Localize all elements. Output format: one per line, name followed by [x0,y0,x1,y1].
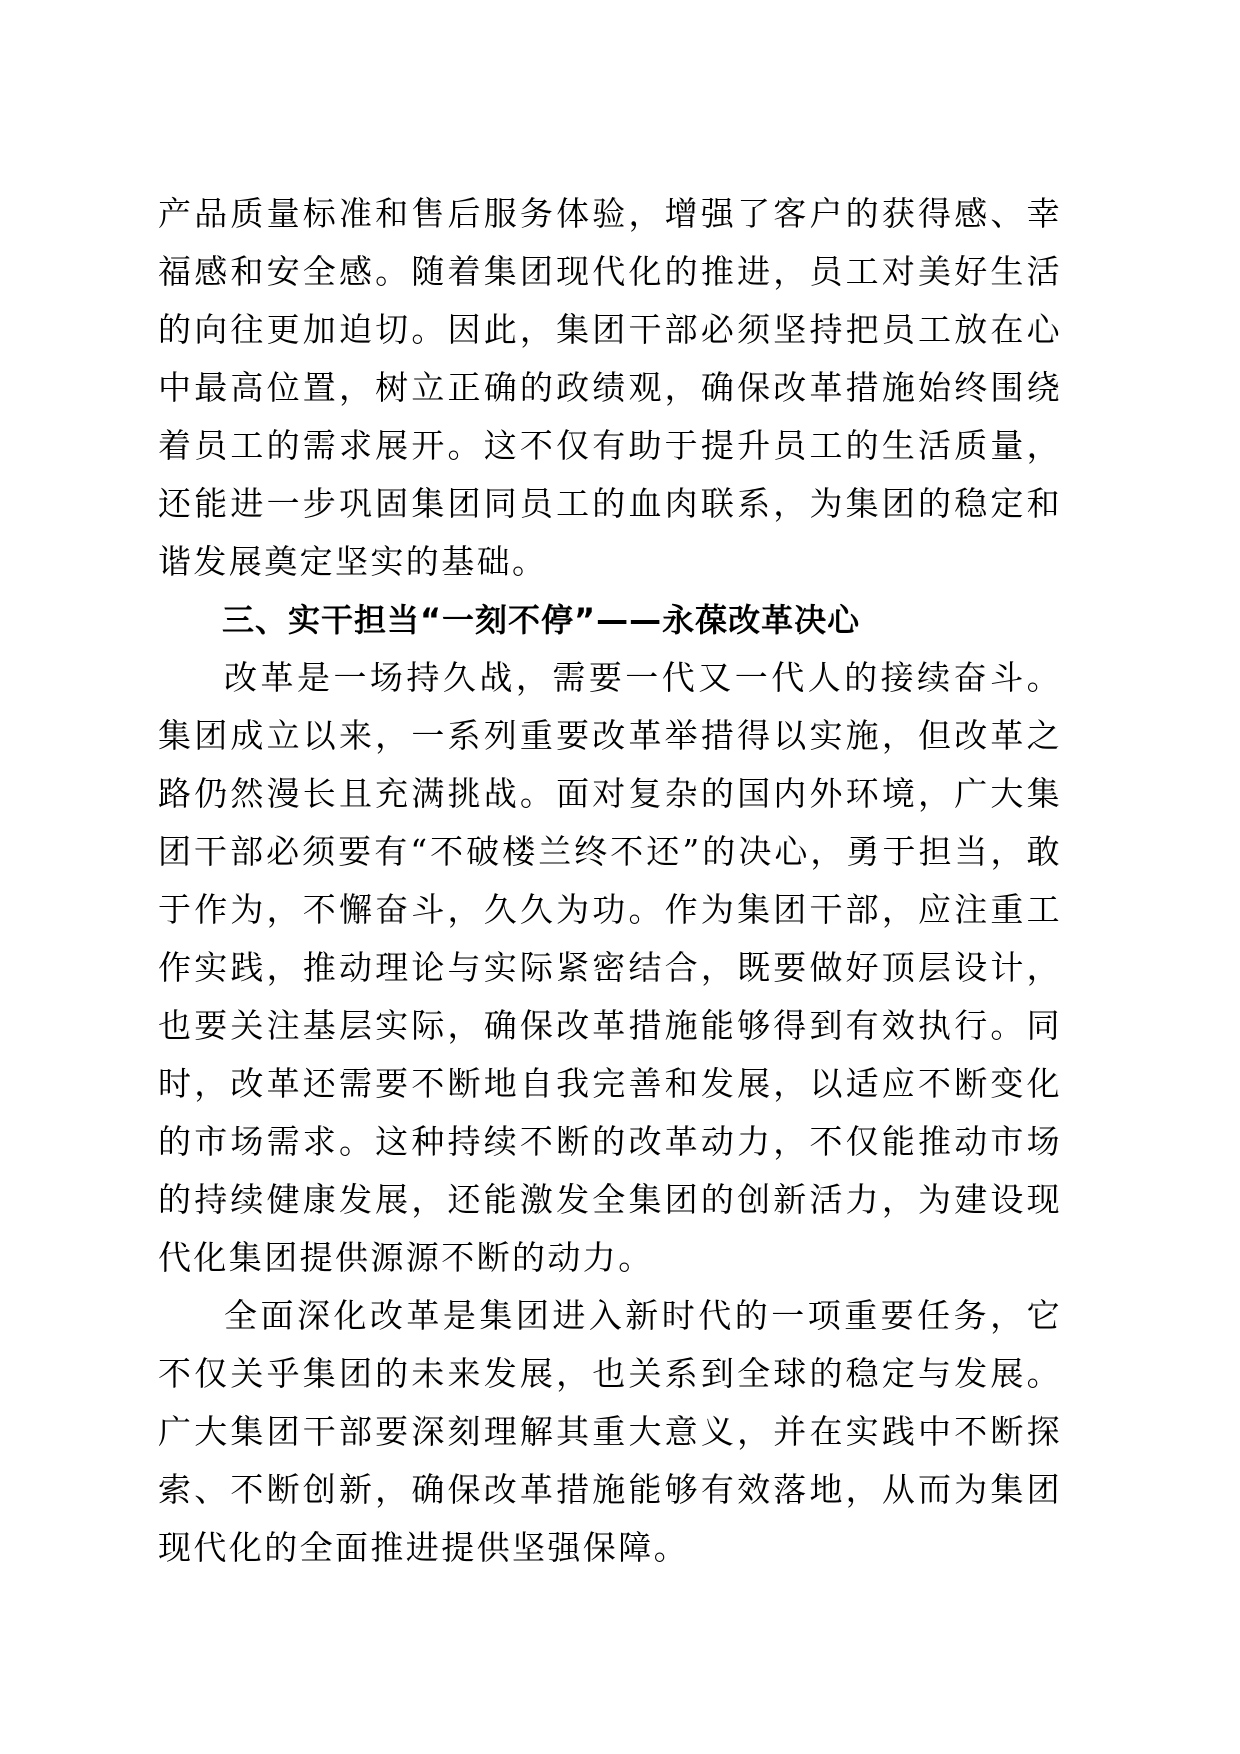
paragraph-continuation: 产品质量标准和售后服务体验，增强了客户的获得感、幸福感和安全感。随着集团现代化的推进，员工对美好生活的向往更加迫切。因此，集团干部必须坚持把员工放在心中最高位置，树立正确的政绩观，确保改革措施始终围绕着员工的需求展开。这不仅有助于提升员工的生活质量，还能进一步巩固集团同员工的血肉联系，为集团的稳定和谐发展奠定坚实的基础。 [158,194,1062,581]
paragraph-body: 改革是一场持久战，需要一代又一代人的接续奋斗。集团成立以来，一系列重要改革举措得以实施，但改革之路仍然漫长且充满挑战。面对复杂的国内外环境，广大集团干部必须要有“不破楼兰终不还”的决心，勇于担当，敢于作为，不懈奋斗，久久为功。作为集团干部，应注重工作实践，推动理论与实际紧密结合，既要做好顶层设计，也要关注基层实际，确保改革措施能够得到有效执行。同时，改革还需要不断地自我完善和发展，以适应不断变化的市场需求。这种持续不断的改革动力，不仅能推动市场的持续健康发展，还能激发全集团的创新活力，为建设现代化集团提供源源不断的动力。 [158,658,1062,1277]
paragraph-body: 全面深化改革是集团进入新时代的一项重要任务，它不仅关乎集团的未来发展，也关系到全球的稳定与发展。广大集团干部要深刻理解其重大意义，并在实践中不断探索、不断创新，确保改革措施能够有效落地，从而为集团现代化的全面推进提供坚强保障。 [158,1296,1062,1567]
document-page [158,185,1062,1577]
section-heading: 三、实干担当“一刻不停”——永葆改革决心 [222,601,861,639]
